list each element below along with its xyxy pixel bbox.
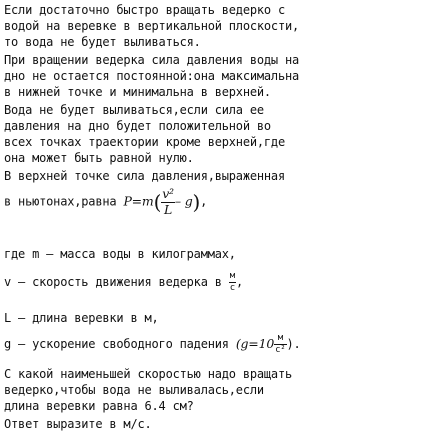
text-line-11: В верхней точке сила давления,выраженная — [4, 169, 285, 183]
unit-g-denominator: с² — [275, 345, 286, 355]
question-line-1: С какой наименьшей скоростью надо вращать — [4, 367, 293, 381]
unit-v-numerator: м — [229, 271, 236, 281]
definition-v-end: , — [236, 275, 244, 289]
paren-close: ) — [192, 190, 201, 214]
unit-v-fraction — [229, 272, 236, 293]
formula-lhs: P=m — [123, 193, 154, 209]
paren-open: ( — [153, 190, 162, 214]
unit-v-denominator: с — [229, 283, 236, 293]
definition-v: v — скорость движения ведерка в — [4, 275, 222, 289]
g-value: (g=10 — [235, 336, 275, 351]
text-line-2: водой на веревке в вертикальной плоскости, — [4, 19, 300, 33]
text-line-9: всех точках траектории кроме верхней,где — [4, 135, 285, 149]
definition-L: L — длина веревки в м, — [4, 311, 159, 325]
formula-intro: в ньютонах,равна — [4, 194, 117, 209]
question-line-2: ведерко,чтобы вода не выливалась,если — [4, 383, 264, 397]
text-line-3: то вода не будет выливаться. — [4, 35, 201, 49]
answer-instruction: Ответ выразите в м/с. — [4, 417, 152, 431]
text-line-7: Вода не будет выливаться,если сила ее — [4, 103, 264, 117]
g-end: ). — [286, 337, 301, 351]
definition-m: где m — масса воды в килограммах, — [4, 247, 236, 261]
definition-g: g — ускорение свободного падения — [4, 337, 229, 351]
fraction-numerator: v² — [162, 186, 174, 201]
text-line-4: При вращении ведерка сила давления воды на — [4, 53, 300, 67]
definition-v-line — [4, 272, 243, 293]
formula-line — [4, 188, 207, 216]
unit-g-fraction — [274, 334, 286, 355]
unit-g-numerator: м — [277, 333, 283, 343]
text-line-8: давления на дно будет положительной во — [4, 119, 271, 133]
text-line-10: она может быть равной нулю. — [4, 151, 194, 165]
formula-fraction — [161, 188, 175, 216]
text-line-6: в нижней точке и минимальна в верхней. — [4, 85, 271, 99]
formula-tail: – g — [174, 193, 193, 209]
text-line-5: дно не остается постоянной:она максимальна — [4, 69, 300, 83]
definition-g-line — [4, 334, 301, 355]
fraction-denominator: L — [163, 201, 173, 217]
formula-after: , — [200, 194, 208, 209]
question-line-3: длина веревки равна 6.4 см? — [4, 399, 194, 413]
text-line-1: Если достаточно быстро вращать ведерко с — [4, 3, 285, 17]
